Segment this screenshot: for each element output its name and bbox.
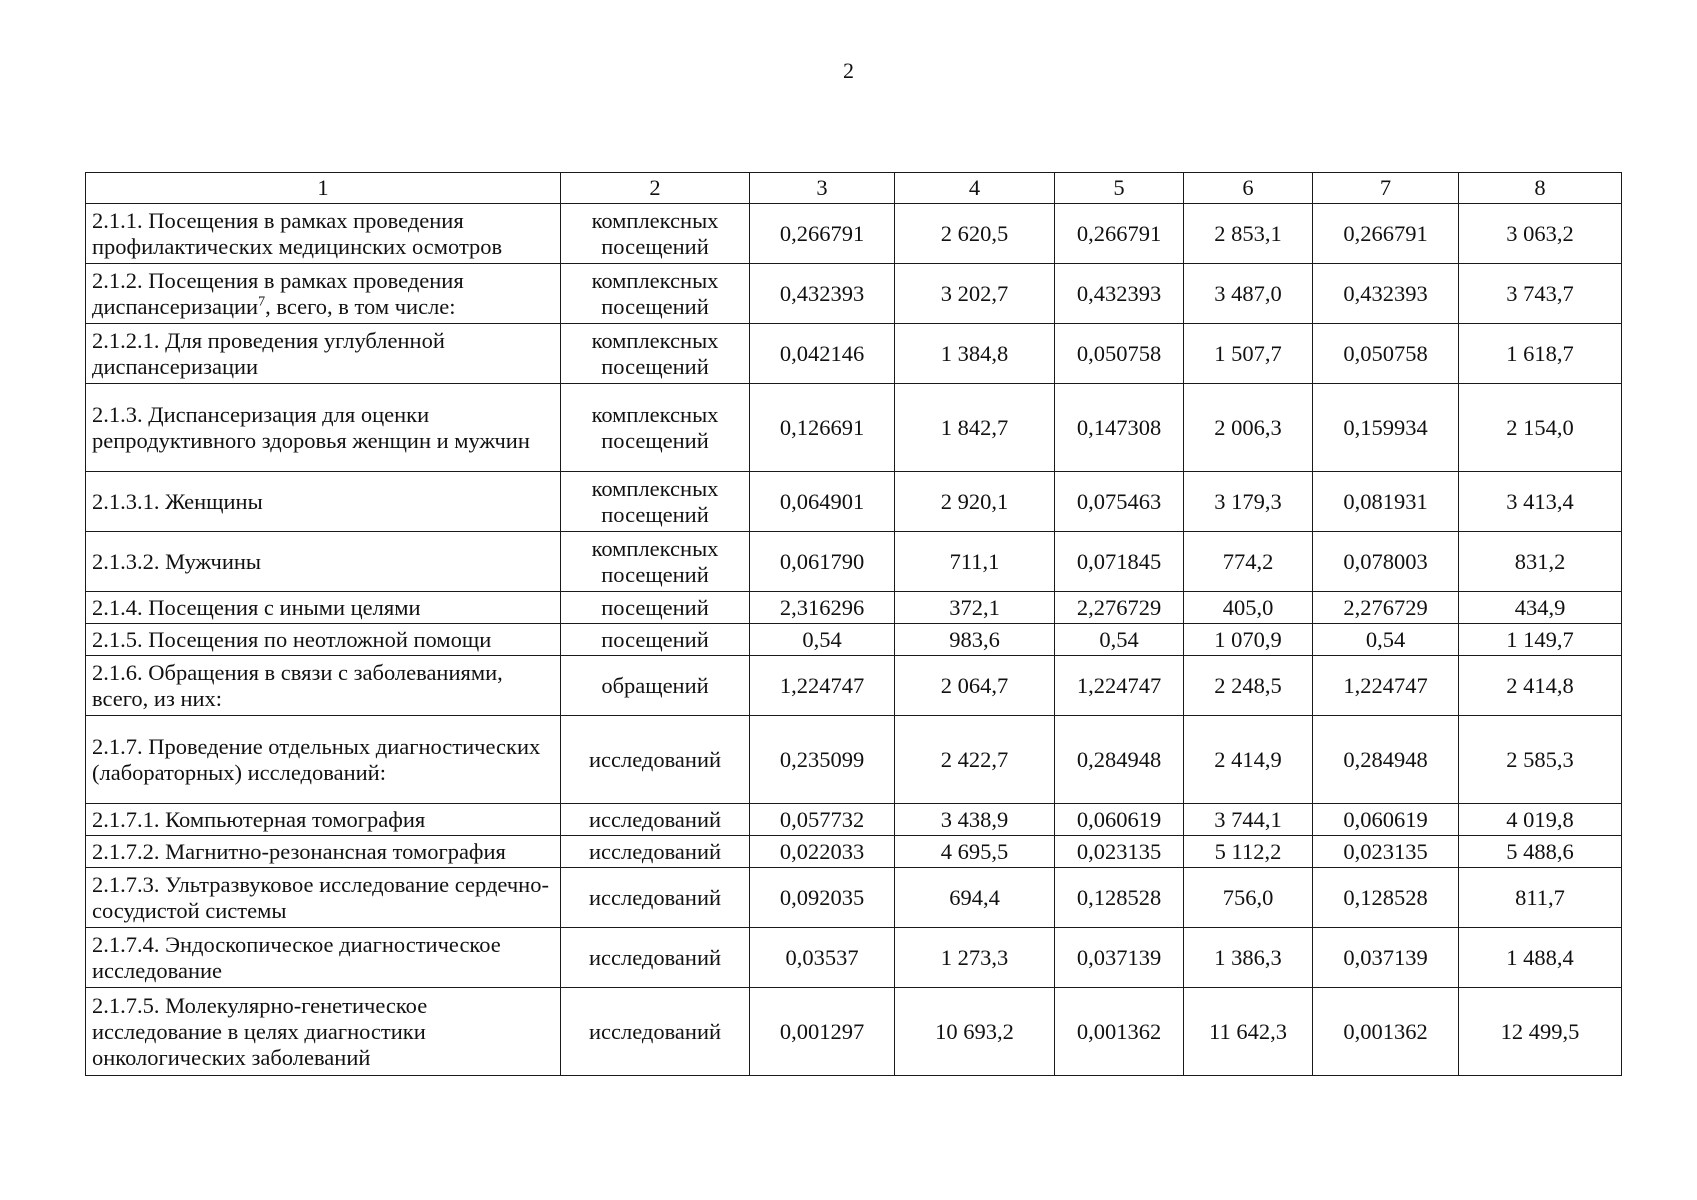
volume-norm-cell: 0,071845	[1055, 532, 1184, 592]
cost-norm-cell: 3 063,2	[1459, 204, 1622, 264]
indicator-name: 2.1.7.3. Ультразвуковое исследование сердечно-сосудистой системы	[92, 871, 549, 923]
cost-norm-cell: 405,0	[1184, 592, 1313, 624]
table-row	[86, 624, 1622, 656]
cost-norm-cell: 2 248,5	[1184, 656, 1313, 716]
cost-norm-cell: 983,6	[895, 624, 1055, 656]
unit-text: комплексных	[591, 475, 719, 501]
volume-norm-cell: 0,284948	[1313, 716, 1459, 804]
unit-text: посещений	[601, 561, 709, 587]
indicator-name-cell	[86, 988, 561, 1076]
unit-text: обращений	[601, 672, 709, 698]
cost-norm-cell: 11 642,3	[1184, 988, 1313, 1076]
column-header: 5	[1055, 173, 1184, 204]
cost-norm-cell: 5 112,2	[1184, 836, 1313, 868]
cost-norm-cell: 1 507,7	[1184, 324, 1313, 384]
indicator-name: 2.1.4. Посещения с иными целями	[92, 594, 421, 620]
volume-norm-cell: 0,061790	[750, 532, 895, 592]
volume-norm-cell: 0,54	[1055, 624, 1184, 656]
volume-norm-cell: 2,276729	[1055, 592, 1184, 624]
volume-norm-cell: 0,54	[750, 624, 895, 656]
volume-norm-cell: 0,078003	[1313, 532, 1459, 592]
indicator-name-cell	[86, 868, 561, 928]
volume-norm-cell: 0,042146	[750, 324, 895, 384]
column-header: 4	[895, 173, 1055, 204]
volume-norm-cell: 0,050758	[1055, 324, 1184, 384]
cost-norm-cell: 811,7	[1459, 868, 1622, 928]
indicator-name-cell	[86, 592, 561, 624]
cost-norm-cell: 12 499,5	[1459, 988, 1622, 1076]
indicator-name: 2.1.7.4. Эндоскопическое диагностическое исследование	[92, 931, 501, 983]
volume-norm-cell: 0,060619	[1313, 804, 1459, 836]
volume-norm-cell: 2,276729	[1313, 592, 1459, 624]
volume-norm-cell: 0,022033	[750, 836, 895, 868]
unit-cell	[561, 928, 750, 988]
indicator-name-cell	[86, 472, 561, 532]
table-row	[86, 716, 1622, 804]
column-header: 8	[1459, 173, 1622, 204]
cost-norm-cell: 2 414,8	[1459, 656, 1622, 716]
cost-norm-cell: 434,9	[1459, 592, 1622, 624]
indicator-name-cell	[86, 836, 561, 868]
column-header: 6	[1184, 173, 1313, 204]
unit-cell	[561, 592, 750, 624]
indicator-name-cell	[86, 656, 561, 716]
unit-cell	[561, 324, 750, 384]
volume-norm-cell: 0,235099	[750, 716, 895, 804]
unit-text: исследований	[588, 1018, 722, 1044]
cost-norm-cell: 3 743,7	[1459, 264, 1622, 324]
indicator-name-cell	[86, 204, 561, 264]
column-header: 1	[86, 173, 561, 204]
volume-norm-cell: 0,081931	[1313, 472, 1459, 532]
cost-norm-cell: 3 487,0	[1184, 264, 1313, 324]
column-header: 3	[750, 173, 895, 204]
table-row	[86, 928, 1622, 988]
unit-text: исследований	[588, 884, 722, 910]
indicator-name: 2.1.3. Диспансеризация для оценки репродуктивного здоровья женщин и мужчин	[92, 401, 530, 453]
volume-norm-cell: 0,075463	[1055, 472, 1184, 532]
unit-text: посещений	[601, 427, 709, 453]
cost-norm-cell: 4 695,5	[895, 836, 1055, 868]
volume-norm-cell: 0,092035	[750, 868, 895, 928]
indicator-name: 2.1.3.1. Женщины	[92, 488, 263, 514]
unit-text: посещений	[601, 233, 709, 259]
indicator-name: 2.1.6. Обращения в связи с заболеваниями, всего, из них:	[92, 659, 503, 711]
unit-text: исследований	[588, 944, 722, 970]
indicator-name: 2.1.2. Посещения в рамках проведения диспансеризации	[92, 267, 464, 319]
unit-text: комплексных	[591, 207, 719, 233]
table-row	[86, 204, 1622, 264]
cost-norm-cell: 1 149,7	[1459, 624, 1622, 656]
cost-norm-cell: 3 744,1	[1184, 804, 1313, 836]
cost-norm-cell: 5 488,6	[1459, 836, 1622, 868]
indicator-name-cell	[86, 384, 561, 472]
volume-norm-cell: 0,060619	[1055, 804, 1184, 836]
volume-norm-cell: 0,432393	[1055, 264, 1184, 324]
indicator-name-cell	[86, 624, 561, 656]
indicator-name: 2.1.7.1. Компьютерная томография	[92, 806, 426, 832]
table-row	[86, 988, 1622, 1076]
volume-norm-cell: 0,284948	[1055, 716, 1184, 804]
volume-norm-cell: 0,126691	[750, 384, 895, 472]
column-header: 7	[1313, 173, 1459, 204]
table-row	[86, 264, 1622, 324]
indicator-name: 2.1.5. Посещения по неотложной помощи	[92, 626, 492, 652]
cost-norm-cell: 774,2	[1184, 532, 1313, 592]
volume-norm-cell: 0,064901	[750, 472, 895, 532]
table-row	[86, 592, 1622, 624]
cost-norm-cell: 1 273,3	[895, 928, 1055, 988]
cost-norm-cell: 1 618,7	[1459, 324, 1622, 384]
indicator-name: 2.1.7. Проведение отдельных диагностических (лабораторных) исследований:	[92, 733, 541, 785]
unit-text: комплексных	[591, 535, 719, 561]
unit-cell	[561, 868, 750, 928]
cost-norm-cell: 2 154,0	[1459, 384, 1622, 472]
table-row	[86, 532, 1622, 592]
volume-norm-cell: 0,128528	[1313, 868, 1459, 928]
unit-text: исследований	[588, 746, 722, 772]
volume-norm-cell: 1,224747	[1055, 656, 1184, 716]
unit-cell	[561, 716, 750, 804]
unit-cell	[561, 624, 750, 656]
volume-norm-cell: 0,023135	[1055, 836, 1184, 868]
unit-cell	[561, 804, 750, 836]
cost-norm-cell: 2 422,7	[895, 716, 1055, 804]
indicator-name-suffix: , всего, в том числе:	[265, 293, 456, 319]
unit-cell	[561, 656, 750, 716]
volume-norm-cell: 0,001362	[1313, 988, 1459, 1076]
cost-norm-cell: 2 585,3	[1459, 716, 1622, 804]
volume-norm-cell: 0,001362	[1055, 988, 1184, 1076]
cost-norm-cell: 3 202,7	[895, 264, 1055, 324]
indicator-name: 2.1.1. Посещения в рамках проведения профилактических медицинских осмотров	[92, 207, 503, 259]
volume-norm-cell: 0,159934	[1313, 384, 1459, 472]
cost-norm-cell: 2 920,1	[895, 472, 1055, 532]
cost-norm-cell: 1 070,9	[1184, 624, 1313, 656]
unit-text: исследований	[588, 838, 722, 864]
volume-norm-cell: 0,128528	[1055, 868, 1184, 928]
unit-text: посещений	[601, 353, 709, 379]
unit-cell	[561, 264, 750, 324]
indicator-name-cell	[86, 716, 561, 804]
cost-norm-cell: 372,1	[895, 592, 1055, 624]
unit-cell	[561, 472, 750, 532]
cost-norm-cell: 2 853,1	[1184, 204, 1313, 264]
indicator-name-cell	[86, 264, 561, 324]
cost-norm-cell: 3 179,3	[1184, 472, 1313, 532]
unit-cell	[561, 836, 750, 868]
cost-norm-cell: 1 488,4	[1459, 928, 1622, 988]
unit-text: комплексных	[591, 401, 719, 427]
volume-norm-cell: 1,224747	[1313, 656, 1459, 716]
volume-norm-cell: 0,54	[1313, 624, 1459, 656]
unit-text: комплексных	[591, 267, 719, 293]
volume-norm-cell: 0,266791	[750, 204, 895, 264]
column-header: 2	[561, 173, 750, 204]
unit-text: посещений	[601, 501, 709, 527]
tariff-table	[85, 172, 1622, 1076]
volume-norm-cell: 0,023135	[1313, 836, 1459, 868]
indicator-name-cell	[86, 324, 561, 384]
unit-cell	[561, 204, 750, 264]
footnote-marker: 7	[258, 294, 266, 309]
indicator-name: 2.1.2.1. Для проведения углубленной диспансеризации	[92, 327, 445, 379]
indicator-name-cell	[86, 532, 561, 592]
table-row	[86, 472, 1622, 532]
volume-norm-cell: 0,037139	[1055, 928, 1184, 988]
cost-norm-cell: 1 842,7	[895, 384, 1055, 472]
indicator-name: 2.1.7.5. Молекулярно-генетическое исследование в целях диагностики онкологических заболеваний	[92, 992, 428, 1070]
volume-norm-cell: 1,224747	[750, 656, 895, 716]
cost-norm-cell: 10 693,2	[895, 988, 1055, 1076]
volume-norm-cell: 0,432393	[750, 264, 895, 324]
unit-text: посещений	[601, 293, 709, 319]
volume-norm-cell: 0,057732	[750, 804, 895, 836]
cost-norm-cell: 1 386,3	[1184, 928, 1313, 988]
indicator-name: 2.1.7.2. Магнитно-резонансная томография	[92, 838, 506, 864]
indicator-name: 2.1.3.2. Мужчины	[92, 548, 262, 574]
volume-norm-cell: 0,266791	[1055, 204, 1184, 264]
cost-norm-cell: 2 620,5	[895, 204, 1055, 264]
unit-text: посещений	[601, 626, 709, 652]
unit-text: посещений	[601, 594, 709, 620]
volume-norm-cell: 0,432393	[1313, 264, 1459, 324]
volume-norm-cell: 0,147308	[1055, 384, 1184, 472]
table-row	[86, 804, 1622, 836]
cost-norm-cell: 3 413,4	[1459, 472, 1622, 532]
table-row	[86, 656, 1622, 716]
volume-norm-cell: 2,316296	[750, 592, 895, 624]
table-row	[86, 324, 1622, 384]
table-row	[86, 868, 1622, 928]
volume-norm-cell: 0,266791	[1313, 204, 1459, 264]
unit-cell	[561, 384, 750, 472]
volume-norm-cell: 0,037139	[1313, 928, 1459, 988]
cost-norm-cell: 756,0	[1184, 868, 1313, 928]
table-row	[86, 384, 1622, 472]
table-row	[86, 836, 1622, 868]
unit-cell	[561, 988, 750, 1076]
cost-norm-cell: 4 019,8	[1459, 804, 1622, 836]
cost-norm-cell: 3 438,9	[895, 804, 1055, 836]
unit-text: исследований	[588, 806, 722, 832]
volume-norm-cell: 0,050758	[1313, 324, 1459, 384]
volume-norm-cell: 0,03537	[750, 928, 895, 988]
cost-norm-cell: 2 006,3	[1184, 384, 1313, 472]
cost-norm-cell: 1 384,8	[895, 324, 1055, 384]
unit-text: комплексных	[591, 327, 719, 353]
unit-cell	[561, 532, 750, 592]
indicator-name-cell	[86, 928, 561, 988]
volume-norm-cell: 0,001297	[750, 988, 895, 1076]
cost-norm-cell: 2 064,7	[895, 656, 1055, 716]
cost-norm-cell: 711,1	[895, 532, 1055, 592]
cost-norm-cell: 694,4	[895, 868, 1055, 928]
column-number-row	[86, 173, 1622, 204]
indicator-name-cell	[86, 804, 561, 836]
cost-norm-cell: 831,2	[1459, 532, 1622, 592]
page-number: 2	[843, 58, 854, 83]
cost-norm-cell: 2 414,9	[1184, 716, 1313, 804]
